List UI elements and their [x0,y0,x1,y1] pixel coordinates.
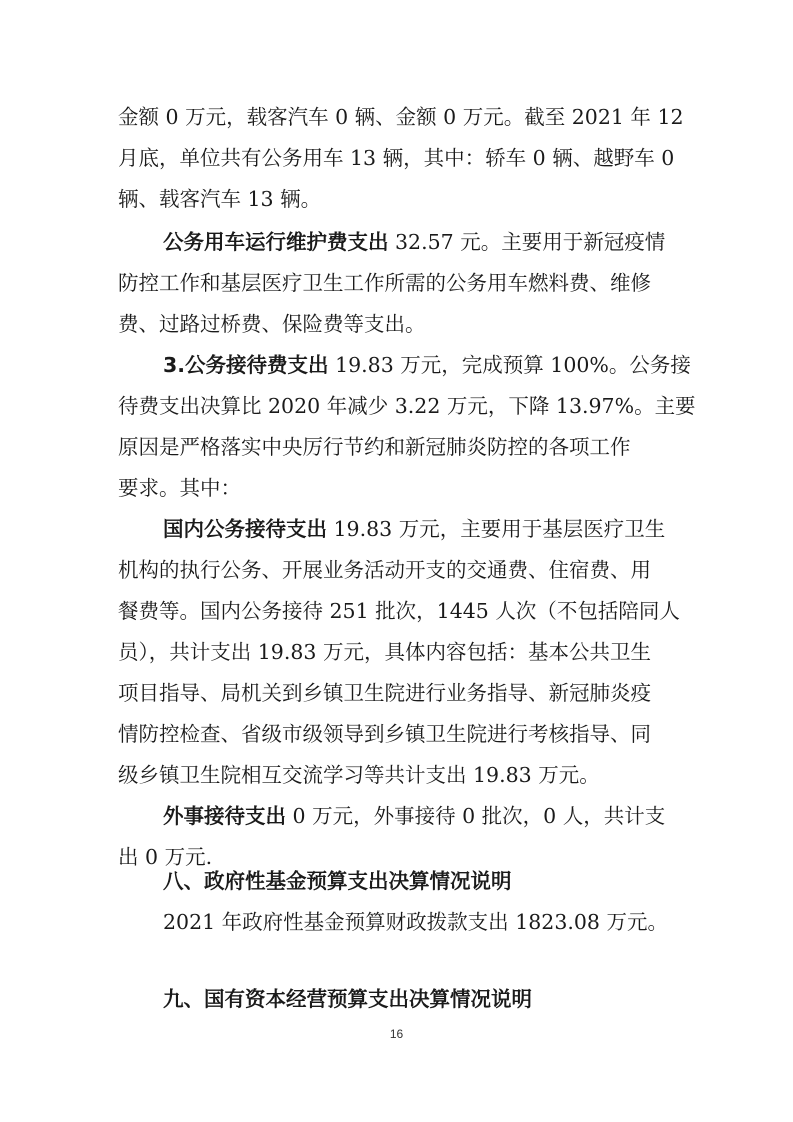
text-line: 2021 年政府性基金预算财政拨款支出 1823.08 万元。 [163,910,668,934]
bold-lead: 3.公务接待费支出 [163,353,329,377]
text-line: 员），共计支出 19.83 万元，具体内容包括：基本公共卫生 [118,640,651,664]
text-line: 待费支出决算比 2020 年减少 3.22 万元，下降 13.97%。主要 [118,394,696,418]
line-text: 0 万元，外事接待 0 批次，0 人，共计支 [286,804,666,828]
text-line: 防控工作和基层医疗卫生工作所需的公务用车燃料费、维修 [118,271,651,295]
text-line: 费、过路过桥费、保险费等支出。 [118,312,426,336]
text-line: 情防控检查、省级市级领导到乡镇卫生院进行考核指导、同 [118,722,651,746]
text-line: 要求。其中： [118,476,241,500]
line-text: 32.57 元。主要用于新冠疫情 [388,230,666,254]
bold-lead: 外事接待支出 [163,804,286,828]
text-line [163,229,665,255]
text-line: 月底，单位共有公务用车 13 辆，其中：轿车 0 辆、越野车 0 [118,146,675,170]
text-line [163,352,691,378]
page-number: 16 [389,1027,404,1041]
text-line [163,516,665,542]
section-heading-9: 九、国有资本经营预算支出决算情况说明 [163,987,532,1011]
bold-lead: 公务用车运行维护费支出 [163,230,389,254]
text-line: 机构的执行公务、开展业务活动开支的交通费、住宿费、用 [118,558,651,582]
text-line: 级乡镇卫生院相互交流学习等共计支出 19.83 万元。 [118,763,600,787]
text-line: 餐费等。国内公务接待 251 批次，1445 人次（不包括陪同人 [118,599,680,623]
bold-lead: 国内公务接待支出 [163,517,327,541]
text-line: 出 0 万元. [118,845,213,869]
text-line: 项目指导、局机关到乡镇卫生院进行业务指导、新冠肺炎疫 [118,681,651,705]
text-line [163,803,665,829]
text-line: 原因是严格落实中央厉行节约和新冠肺炎防控的各项工作 [118,435,631,459]
line-text: 19.83 万元，完成预算 100%。公务接 [328,353,691,377]
section-heading-8: 八、政府性基金预算支出决算情况说明 [163,869,512,893]
line-text: 19.83 万元，主要用于基层医疗卫生 [327,517,666,541]
text-line: 金额 0 万元，载客汽车 0 辆、金额 0 万元。截至 2021 年 12 [118,105,684,129]
text-line: 辆、载客汽车 13 辆。 [118,187,322,211]
